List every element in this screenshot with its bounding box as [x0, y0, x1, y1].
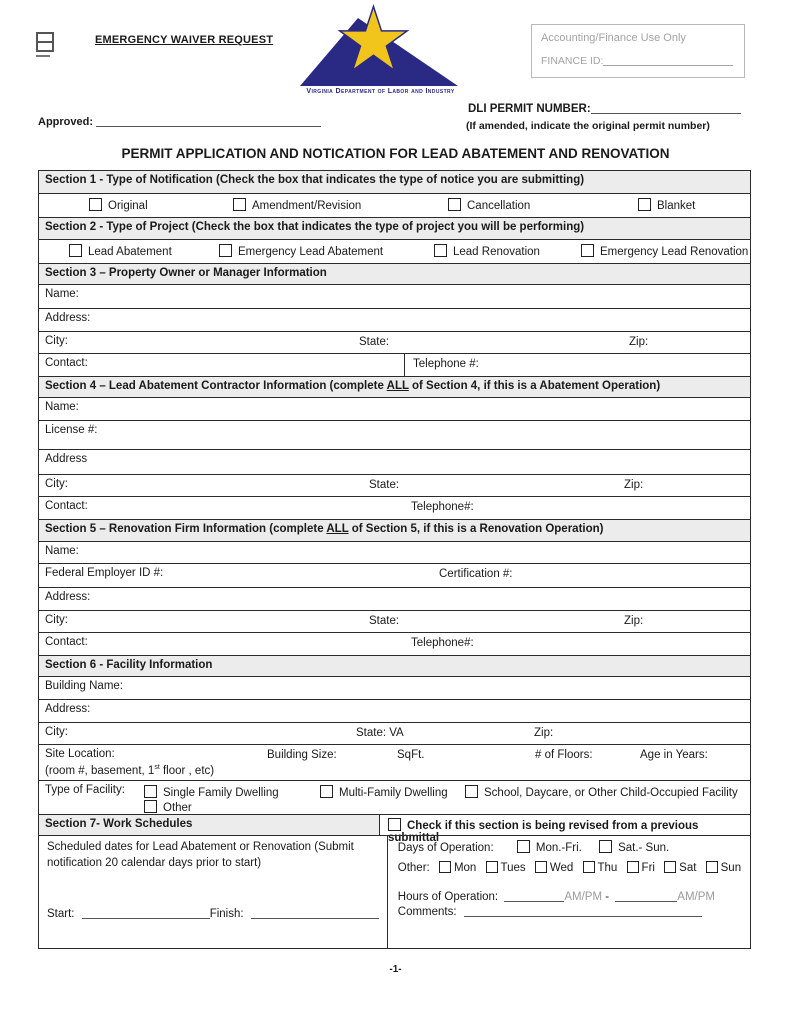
thu-label: Thu — [597, 862, 618, 874]
s4-city-label: City: — [45, 478, 68, 490]
option-emergency-lead-renovation — [581, 244, 748, 258]
s5-city-state-zip-row[interactable] — [39, 610, 750, 632]
thu-checkbox[interactable] — [583, 861, 595, 873]
dli-permit-number-line[interactable] — [591, 102, 741, 114]
sun-label: Sun — [720, 862, 742, 874]
s7-operation-cell — [388, 836, 751, 948]
section4-header — [39, 376, 750, 397]
s6-site-note-prefix: (room #, basement, 1 — [45, 764, 155, 777]
section6-header: Section 6 - Facility Information — [39, 655, 750, 676]
s5-address-label: Address: — [45, 591, 91, 603]
s4-license-label: License #: — [45, 424, 98, 436]
s4-address-row[interactable] — [39, 449, 750, 474]
section7-header-row — [39, 814, 750, 844]
s4-name-row[interactable] — [39, 397, 750, 420]
option-other-facility — [144, 800, 192, 814]
s7-schedule-cell — [39, 836, 388, 948]
s6-site-note — [45, 764, 214, 777]
s5-header-prefix: Section 5 – Renovation Firm Information (complete — [45, 523, 327, 535]
section2-header: Section 2 - Type of Project (Check the box that indicates the type of project you will be performing) — [39, 217, 750, 239]
s3-city-label: City: — [45, 335, 68, 347]
s6-site-note-sup: st — [154, 764, 160, 771]
tues-label: Tues — [500, 862, 526, 874]
s7-revised-area — [380, 815, 750, 844]
days-of-operation-label: Days of Operation: — [397, 842, 494, 854]
emergency-waiver-request-label: EMERGENCY WAIVER REQUEST — [95, 34, 274, 46]
s5-name-row[interactable] — [39, 541, 750, 563]
option-lead-renovation — [434, 244, 540, 258]
s5-contact-telephone-row[interactable] — [39, 632, 750, 655]
tues-checkbox[interactable] — [486, 861, 498, 873]
fri-label: Fri — [641, 862, 655, 874]
permit-application-table — [38, 170, 751, 949]
sat-label: Sat — [679, 862, 697, 874]
s6-building-name-row[interactable] — [39, 676, 750, 699]
option-cancellation — [448, 198, 530, 212]
sun-checkbox[interactable] — [706, 861, 718, 873]
ampm-label-2: AM/PM — [677, 891, 715, 903]
s7-days-line — [398, 840, 741, 854]
s4-header-prefix: Section 4 – Lead Abatement Contractor Information (complete — [45, 380, 387, 392]
logo-star-icon: ★ — [334, 0, 413, 89]
option-single-family — [144, 785, 279, 799]
revised-checkbox[interactable] — [388, 818, 401, 831]
option-amendment — [233, 198, 361, 212]
s6-city-label: City: — [45, 726, 68, 738]
s6-floors-label: # of Floors: — [535, 749, 593, 761]
s6-address-row[interactable] — [39, 699, 750, 722]
approved-label: Approved: — [38, 116, 93, 128]
s4-address-label: Address — [45, 453, 88, 465]
s3-name-row[interactable] — [39, 284, 750, 308]
single-family-checkbox[interactable] — [144, 785, 157, 798]
ampm-label-1: AM/PM — [564, 891, 603, 903]
s6-type-label: Type of Facility: — [45, 784, 125, 796]
s4-zip-label: Zip: — [624, 479, 644, 491]
s7-scheduled-text: Scheduled dates for Lead Abatement or Renovation (Submit notification 20 calendar days prior to start) — [47, 841, 354, 869]
emergency-lead-abatement-checkbox[interactable] — [219, 244, 232, 257]
sat-sun-checkbox[interactable] — [599, 840, 612, 853]
s7-other-days-line — [398, 861, 741, 874]
s3-contact-label: Contact: — [45, 357, 88, 369]
s7-start-finish-line — [47, 907, 379, 920]
s3-contact-telephone-row[interactable] — [39, 353, 750, 376]
option-lead-abatement — [69, 244, 172, 258]
s7-start-label: Start: — [47, 908, 75, 921]
section5-header — [39, 519, 750, 541]
s5-zip-label: Zip: — [624, 615, 644, 627]
s3-zip-label: Zip: — [629, 336, 649, 348]
finance-id-label: FINANCE ID: — [541, 55, 604, 67]
option-original — [89, 198, 148, 212]
approved-line[interactable] — [96, 115, 321, 127]
mon-checkbox[interactable] — [439, 861, 451, 873]
section7-body-row — [39, 835, 750, 948]
s4-contact-label: Contact: — [45, 500, 88, 512]
s6-building-size-label: Building Size: — [267, 749, 337, 761]
page-number: -1- — [389, 964, 402, 975]
s5-address-row[interactable] — [39, 587, 750, 610]
s4-contact-telephone-row[interactable] — [39, 496, 750, 519]
s5-header-emphasis: ALL — [326, 523, 349, 535]
lead-abatement-checkbox[interactable] — [69, 244, 82, 257]
section7-header: Section 7- Work Schedules — [39, 815, 380, 835]
hours-end-line[interactable] — [615, 890, 677, 902]
s5-city-label: City: — [45, 614, 68, 626]
s6-zip-label: Zip: — [534, 727, 554, 739]
sat-sun-label: Sat.- Sun. — [618, 842, 670, 854]
page-corner-icon — [36, 32, 54, 57]
s5-telephone-label: Telephone#: — [411, 637, 474, 649]
lead-abatement-label: Lead Abatement — [88, 246, 172, 258]
s6-age-label: Age in Years: — [640, 749, 708, 761]
dli-permit-number-label: DLI PERMIT NUMBER: — [468, 103, 591, 115]
s3-address-row[interactable] — [39, 308, 750, 331]
s4-header-emphasis: ALL — [386, 380, 409, 392]
comments-label: Comments: — [397, 906, 457, 918]
s3-state-label: State: — [359, 336, 390, 348]
original-checkbox[interactable] — [89, 198, 102, 211]
s3-address-label: Address: — [45, 312, 91, 324]
option-school-daycare — [465, 785, 738, 799]
comments-line[interactable] — [464, 905, 702, 917]
accounting-box-title: Accounting/Finance Use Only — [541, 32, 686, 44]
cancellation-label: Cancellation — [467, 200, 531, 212]
s4-license-row[interactable] — [39, 420, 750, 449]
multi-family-label: Multi-Family Dwelling — [339, 787, 448, 799]
emergency-lead-renovation-checkbox[interactable] — [581, 244, 594, 257]
s5-federal-id-row[interactable] — [39, 563, 750, 587]
cancellation-checkbox[interactable] — [448, 198, 461, 211]
s6-state-label: State: VA — [356, 727, 404, 739]
s3-city-state-zip-row[interactable] — [39, 331, 750, 353]
amendment-label: Amendment/Revision — [252, 200, 362, 212]
s5-state-label: State: — [369, 615, 400, 627]
option-multi-family — [320, 785, 448, 799]
s6-site-location-label: Site Location: — [45, 748, 115, 760]
single-family-label: Single Family Dwelling — [163, 787, 279, 799]
section1-header: Section 1 - Type of Notification (Check the box that indicates the type of notice you are submitting) — [39, 171, 750, 193]
fri-checkbox[interactable] — [627, 861, 639, 873]
s3-name-label: Name: — [45, 288, 79, 300]
accounting-finance-box — [531, 24, 745, 78]
s4-city-state-zip-row[interactable] — [39, 474, 750, 496]
s5-header-suffix: of Section 5, if this is a Renovation Operation) — [348, 523, 604, 535]
s4-header-suffix: of Section 4, if this is a Abatement Operation) — [408, 380, 661, 392]
s5-certification-label: Certification #: — [439, 568, 513, 580]
option-blanket — [638, 198, 695, 212]
wed-checkbox[interactable] — [535, 861, 547, 873]
lead-renovation-label: Lead Renovation — [453, 246, 540, 258]
mon-fri-label: Mon.-Fri. — [535, 842, 582, 854]
s5-contact-label: Contact: — [45, 636, 88, 648]
s5-federal-id-label: Federal Employer ID #: — [45, 567, 164, 579]
other-label: Other: — [397, 862, 430, 874]
hours-of-operation-label: Hours of Operation: — [397, 891, 499, 903]
multi-family-checkbox[interactable] — [320, 785, 333, 798]
page-title: PERMIT APPLICATION AND NOTICATION FOR LEAD ABATEMENT AND RENOVATION — [121, 146, 670, 161]
option-emergency-lead-abatement — [219, 244, 383, 258]
s6-building-name-label: Building Name: — [45, 680, 123, 692]
blanket-label: Blanket — [657, 200, 696, 212]
s4-state-label: State: — [369, 479, 400, 491]
school-daycare-label: School, Daycare, or Other Child-Occupied Facility — [484, 787, 738, 799]
amendment-checkbox[interactable] — [233, 198, 246, 211]
hours-separator: - — [605, 891, 610, 903]
s6-city-state-zip-row[interactable] — [39, 722, 750, 744]
school-daycare-checkbox[interactable] — [465, 785, 478, 798]
section3-header: Section 3 – Property Owner or Manager Information — [39, 263, 750, 284]
section1-options-row — [39, 193, 750, 217]
other-facility-label: Other — [163, 802, 192, 814]
section2-options-row — [39, 239, 750, 263]
finish-date-line[interactable] — [251, 907, 379, 919]
original-label: Original — [108, 200, 148, 212]
finance-id-line[interactable] — [603, 55, 733, 66]
logo-caption: Virginia Department of Labor and Industry — [306, 88, 455, 95]
s6-facility-type-row — [39, 780, 750, 814]
s4-name-label: Name: — [45, 401, 79, 413]
sat-checkbox[interactable] — [664, 861, 676, 873]
other-facility-checkbox[interactable] — [144, 800, 157, 813]
s7-hours-line — [398, 890, 741, 903]
s6-address-label: Address: — [45, 703, 91, 715]
s6-site-location-row[interactable] — [39, 744, 750, 780]
mon-fri-checkbox[interactable] — [517, 840, 530, 853]
s4-telephone-label: Telephone#: — [411, 501, 474, 513]
hours-start-line[interactable] — [504, 890, 564, 902]
s6-sqft-label: SqFt. — [397, 749, 425, 761]
s5-name-label: Name: — [45, 545, 79, 557]
revised-label: Check if this section is being revised from a previous submittal — [388, 820, 699, 844]
s7-finish-label: Finish: — [209, 908, 244, 921]
mon-label: Mon — [453, 862, 477, 874]
agency-logo — [298, 0, 463, 95]
s6-site-note-suffix: floor , etc) — [159, 764, 215, 777]
emergency-lead-renovation-label: Emergency Lead Renovation — [600, 246, 749, 258]
emergency-lead-abatement-label: Emergency Lead Abatement — [238, 246, 384, 258]
dli-permit-note: (If amended, indicate the original permit number) — [466, 120, 710, 132]
wed-label: Wed — [549, 862, 574, 874]
s3-telephone-label: Telephone #: — [413, 358, 479, 370]
start-date-line[interactable] — [82, 907, 210, 919]
lead-renovation-checkbox[interactable] — [434, 244, 447, 257]
s3-contact-divider — [404, 354, 405, 376]
s7-comments-line — [398, 905, 741, 918]
blanket-checkbox[interactable] — [638, 198, 651, 211]
